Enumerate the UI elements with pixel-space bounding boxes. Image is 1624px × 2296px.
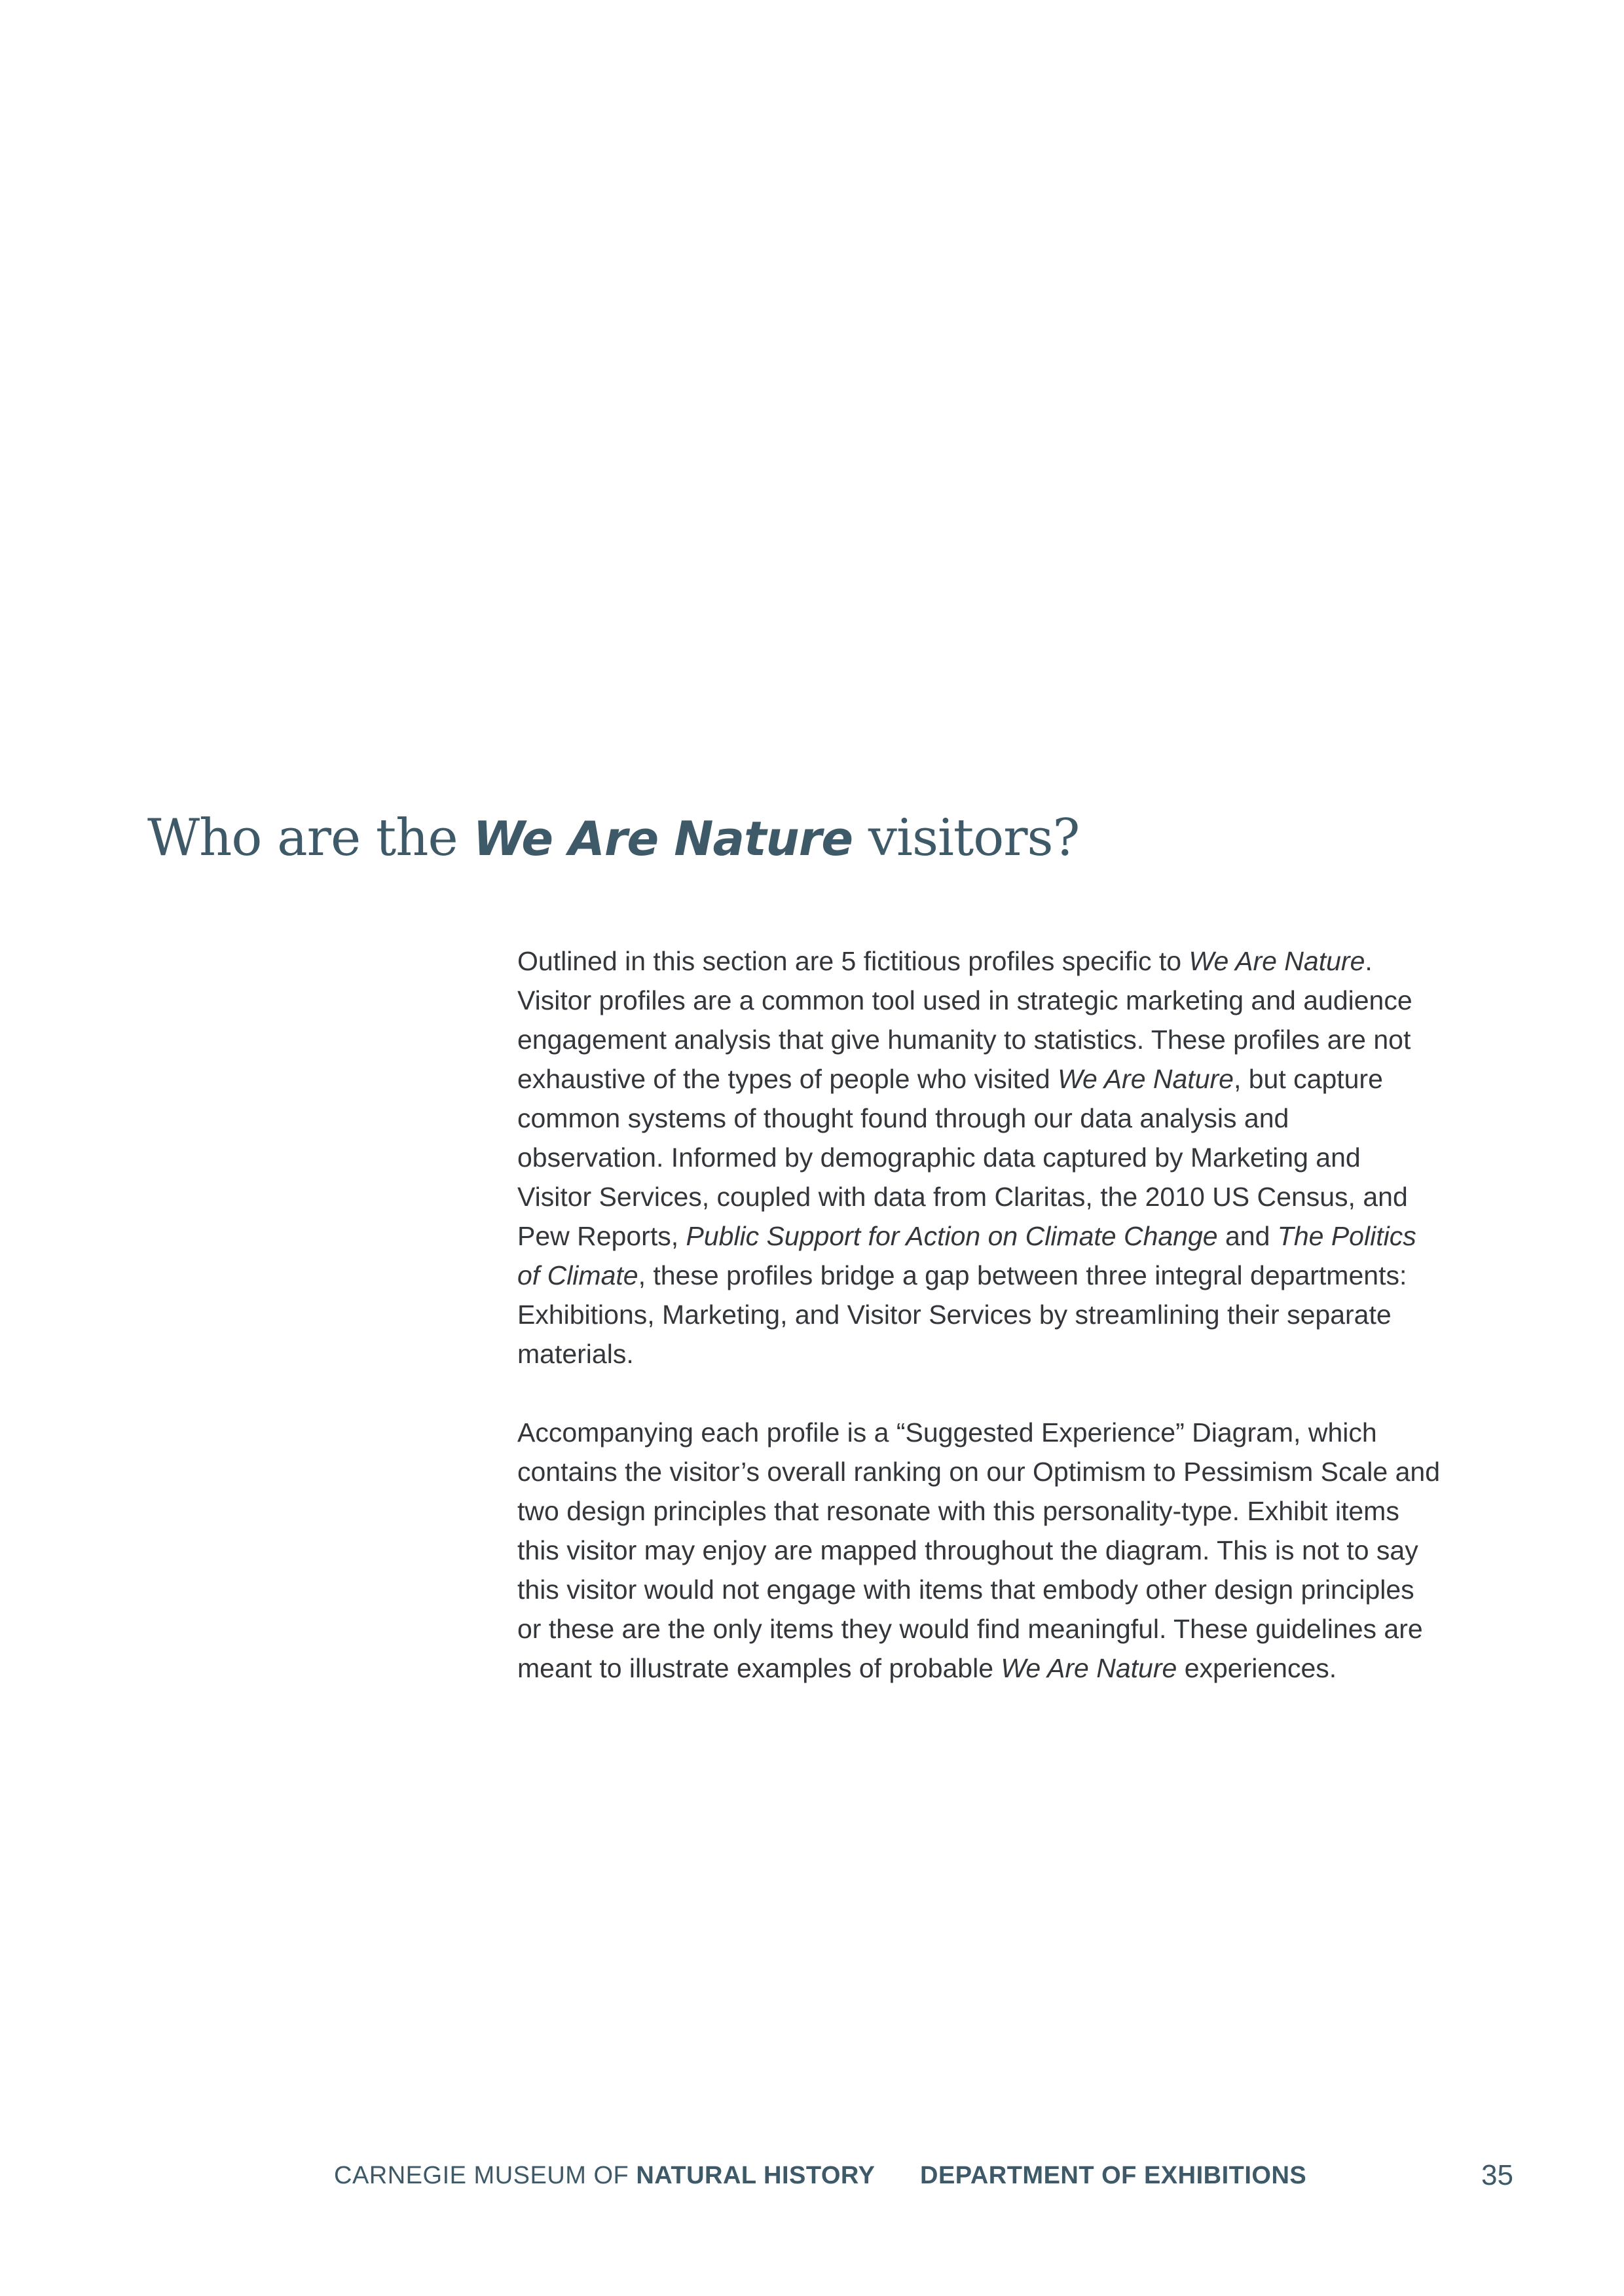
p1-emphasis-1: We Are Nature bbox=[1189, 946, 1365, 976]
footer-department: DEPARTMENT OF EXHIBITIONS bbox=[920, 2162, 1307, 2189]
page-title-prefix: Who are the bbox=[147, 809, 473, 867]
p1-text-1: Outlined in this section are 5 fictitious profiles specific to bbox=[517, 946, 1189, 976]
page-title bbox=[147, 809, 1079, 867]
p1-text-4: and bbox=[1217, 1221, 1278, 1251]
footer-museum-bold: NATURAL HISTORY bbox=[636, 2162, 876, 2189]
body-text bbox=[517, 941, 1441, 1727]
p1-emphasis-3: Public Support for Action on Climate Change bbox=[686, 1221, 1218, 1251]
page-number: 35 bbox=[1481, 2159, 1513, 2191]
p1-emphasis-2: We Are Nature bbox=[1058, 1064, 1234, 1094]
p1-text-5: , these profiles bridge a gap between three integral departments: Exhibitions, Marketing, and Visitor Services by streamlining their separate materials. bbox=[517, 1260, 1407, 1369]
p2-text-1: Accompanying each profile is a “Suggested Experience” Diagram, which contains the visitor’s overall ranking on our Optimism to Pessimism Scale and two design principles that resonate with this personality-type. Exhibit items this visitor may enjoy are mapped throughout the diagram. This is not to say this visitor would not engage with items that embody other design principles or these are the only items they would find meaningful. These guidelines are meant to illustrate examples of probable bbox=[517, 1417, 1441, 1683]
page-title-emphasis: We Are Nature bbox=[473, 811, 853, 866]
p2-emphasis-1: We Are Nature bbox=[1001, 1653, 1177, 1683]
p1-text-3: , but capture common systems of thought found through our data analysis and observation. Informed by demographic data captured by Marketing and Visitor Services, coupled with data from Claritas, the 2010 US Census, and Pew Reports, bbox=[517, 1064, 1408, 1251]
footer-museum-prefix: CARNEGIE MUSEUM OF bbox=[334, 2162, 637, 2189]
p1-emphasis-4: The Politics of Climate bbox=[517, 1221, 1416, 1290]
paragraph-profiles-intro bbox=[517, 941, 1441, 1374]
page-title-suffix: visitors? bbox=[853, 809, 1080, 867]
p2-text-2: experiences. bbox=[1177, 1653, 1337, 1683]
paragraph-suggested-experience bbox=[517, 1413, 1441, 1688]
p1-text-2: . Visitor profiles are a common tool used in strategic marketing and audience engagement analysis that give humanity to statistics. These profiles are not exhaustive of the types of people who visited bbox=[517, 946, 1412, 1094]
footer-museum-name bbox=[334, 2162, 875, 2190]
